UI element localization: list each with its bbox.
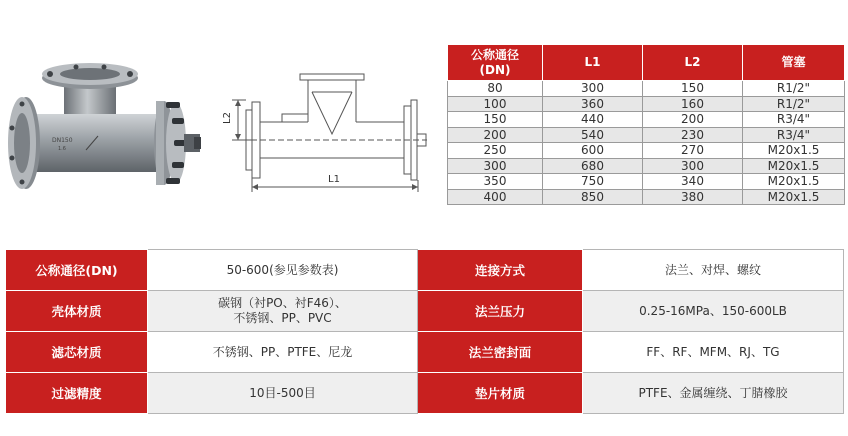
svg-text:DN150: DN150 — [52, 137, 73, 144]
cell-plug: M20x1.5 — [743, 174, 845, 190]
cell-plug: R3/4" — [743, 127, 845, 143]
spec-table — [5, 249, 844, 414]
cell-plug: R3/4" — [743, 112, 845, 128]
spec-value-flange-pressure: 0.25-16MPa、150-600LB — [583, 291, 844, 332]
cell-l2: 160 — [643, 96, 743, 112]
cell-dn: 400 — [448, 189, 543, 205]
cell-l1: 300 — [543, 81, 643, 97]
cell-plug: R1/2" — [743, 81, 845, 97]
cell-l1: 680 — [543, 158, 643, 174]
spec-value-gasket-material: PTFE、金属缠绕、丁腈橡胶 — [583, 373, 844, 414]
table-row — [448, 189, 845, 205]
spec-label-filter-precision: 过滤精度 — [6, 373, 148, 414]
cell-dn: 200 — [448, 127, 543, 143]
cell-l2: 150 — [643, 81, 743, 97]
spec-value-connection: 法兰、对焊、螺纹 — [583, 250, 844, 291]
cell-l2: 270 — [643, 143, 743, 159]
cell-dn: 300 — [448, 158, 543, 174]
cell-l2: 230 — [643, 127, 743, 143]
spec-label-flange-seal: 法兰密封面 — [418, 332, 583, 373]
header-l1: L1 — [543, 45, 643, 81]
spec-value-flange-seal: FF、RF、MFM、RJ、TG — [583, 332, 844, 373]
dimension-table-header-row — [448, 45, 845, 81]
spec-label-gasket-material: 垫片材质 — [418, 373, 583, 414]
table-row — [448, 143, 845, 159]
cell-dn: 100 — [448, 96, 543, 112]
table-row — [448, 174, 845, 190]
spec-value-filter-material: 不锈钢、PP、PTFE、尼龙 — [148, 332, 418, 373]
table-row — [448, 81, 845, 97]
cell-plug: M20x1.5 — [743, 158, 845, 174]
table-row — [448, 127, 845, 143]
cell-l2: 300 — [643, 158, 743, 174]
dim-l2-label: L2 — [222, 112, 233, 124]
technical-drawing — [212, 62, 432, 202]
cell-plug: M20x1.5 — [743, 143, 845, 159]
cell-l2: 340 — [643, 174, 743, 190]
spec-label-connection: 连接方式 — [418, 250, 583, 291]
cell-plug: M20x1.5 — [743, 189, 845, 205]
cell-l1: 600 — [543, 143, 643, 159]
cell-dn: 150 — [448, 112, 543, 128]
spec-value-filter-precision: 10目-500目 — [148, 373, 418, 414]
spec-value-nominal-diameter: 50-600(参见参数表) — [148, 250, 418, 291]
svg-text:1.6: 1.6 — [58, 146, 66, 152]
spec-label-nominal-diameter: 公称通径(DN) — [6, 250, 148, 291]
cell-dn: 80 — [448, 81, 543, 97]
spec-label-filter-material: 滤芯材质 — [6, 332, 148, 373]
cell-l1: 540 — [543, 127, 643, 143]
spec-row — [6, 373, 844, 414]
cell-l1: 750 — [543, 174, 643, 190]
spec-row — [6, 291, 844, 332]
table-row — [448, 158, 845, 174]
product-photo — [6, 38, 202, 208]
dim-l1-label: L1 — [328, 174, 340, 185]
header-dn: 公称通径 (DN) — [448, 45, 543, 81]
dimension-table — [447, 44, 845, 205]
spec-label-flange-pressure: 法兰压力 — [418, 291, 583, 332]
spec-row — [6, 332, 844, 373]
cell-l1: 440 — [543, 112, 643, 128]
cell-dn: 350 — [448, 174, 543, 190]
cell-l2: 380 — [643, 189, 743, 205]
header-l2: L2 — [643, 45, 743, 81]
spec-value-shell-material: 碳钢（衬PO、衬F46）、 不锈钢、PP、PVC — [148, 291, 418, 332]
spec-label-shell-material: 壳体材质 — [6, 291, 148, 332]
cell-l2: 200 — [643, 112, 743, 128]
cell-l1: 360 — [543, 96, 643, 112]
cell-plug: R1/2" — [743, 96, 845, 112]
spec-row — [6, 250, 844, 291]
cell-dn: 250 — [448, 143, 543, 159]
table-row — [448, 112, 845, 128]
table-row — [448, 96, 845, 112]
header-plug: 管塞 — [743, 45, 845, 81]
cell-l1: 850 — [543, 189, 643, 205]
